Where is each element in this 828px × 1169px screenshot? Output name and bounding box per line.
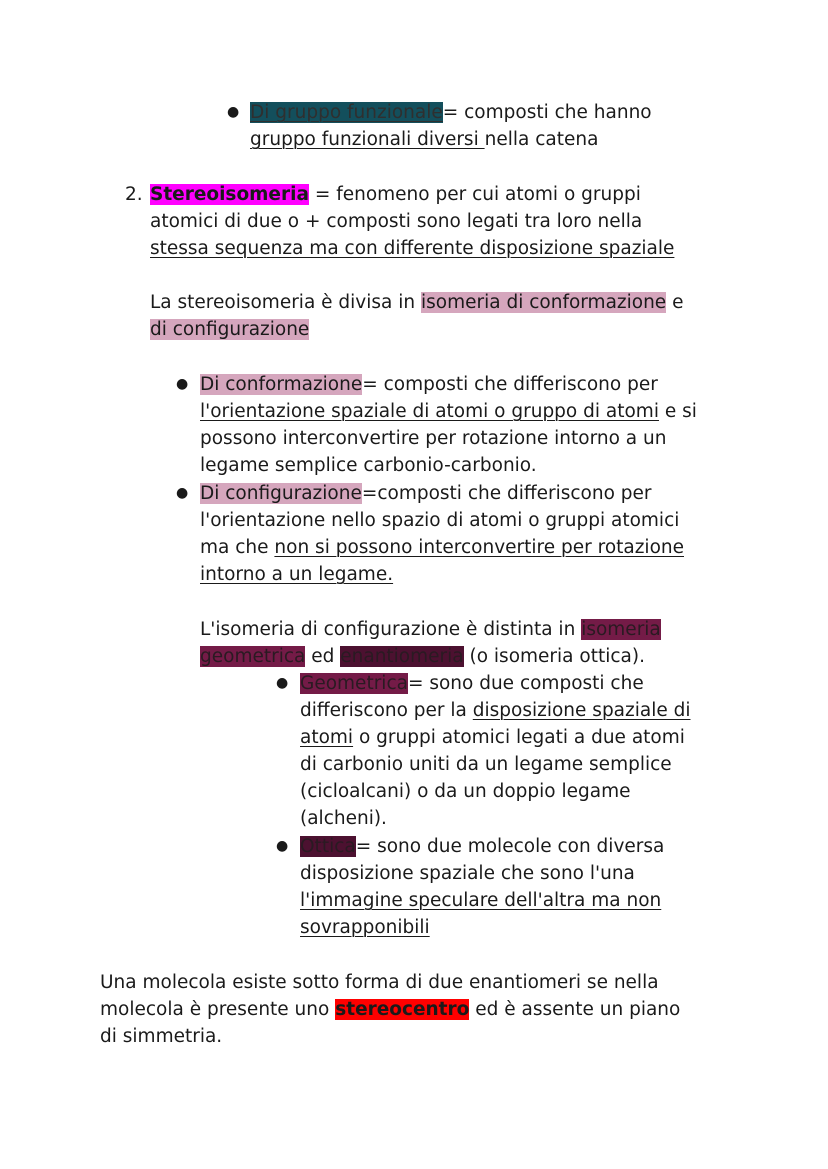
underlined-text: sovrapponibili <box>300 917 430 938</box>
text-span: ma che <box>200 537 275 558</box>
text-line <box>250 126 598 153</box>
highlight-di-configurazione: Di configurazione <box>200 483 362 504</box>
text-span: = fenomeno per cui atomi o gruppi <box>308 184 641 205</box>
text-span: L'isomeria di configurazione è distinta in <box>200 619 582 640</box>
text-line <box>300 724 685 751</box>
text-span: = composti che differiscono per <box>362 374 658 395</box>
highlight-ottica: Ottica <box>300 836 356 857</box>
text-span: = composti che hanno <box>442 102 652 123</box>
highlight-enantiomeria: enantiomeria <box>340 646 464 667</box>
underlined-text: non si possono interconvertire per rotazione <box>274 537 684 558</box>
text-line: (cicloalcani) o da un doppio legame <box>300 781 631 802</box>
text-line <box>200 398 697 425</box>
text-span: ed <box>305 646 341 667</box>
text-span: (o isomeria ottica). <box>463 646 645 667</box>
bullet-icon: ● <box>227 104 240 120</box>
text-line <box>200 643 645 670</box>
highlight-geometrica: geometrica <box>200 646 306 667</box>
highlight-configurazione: di configurazione <box>150 319 310 340</box>
text-line <box>300 670 644 697</box>
highlight-geometrica-bullet: Geometrica <box>300 673 408 694</box>
highlight-stereocentro: stereocentro <box>335 999 470 1020</box>
text-line <box>100 996 680 1023</box>
highlight-conformazione: isomeria di conformazione <box>421 292 667 313</box>
text-span: ed è assente un piano <box>469 999 681 1020</box>
underlined-text: intorno a un legame. <box>200 564 394 585</box>
text-span: nella catena <box>484 129 599 150</box>
text-line: di simmetria. <box>100 1026 223 1047</box>
text-span: differiscono per la <box>300 700 473 721</box>
text-span: e <box>666 292 684 313</box>
text-line <box>200 480 652 507</box>
text-span: La stereoisomeria è divisa in <box>150 292 421 313</box>
underlined-text: stessa sequenza ma con differente disposizione spaziale <box>150 238 675 259</box>
text-line <box>300 914 430 941</box>
underlined-text: l'orientazione spaziale di atomi o gruppo di atomi <box>200 401 659 422</box>
text-line: legame semplice carbonio-carbonio. <box>200 455 537 476</box>
underlined-text: gruppo funzionali diversi <box>250 129 485 150</box>
text-line: (alcheni). <box>300 808 387 829</box>
text-line <box>200 561 393 588</box>
list-number: 2. <box>125 184 143 205</box>
text-line: possono interconvertire per rotazione intorno a un <box>200 428 667 449</box>
text-line <box>300 697 691 724</box>
text-line <box>300 887 661 914</box>
text-line: di carbonio uniti da un legame semplice <box>300 754 672 775</box>
highlight-isomeria: isomeria <box>581 619 661 640</box>
underlined-text: atomi <box>300 727 354 748</box>
bullet-icon: ● <box>276 675 289 691</box>
text-line <box>250 99 652 126</box>
text-line <box>150 289 683 316</box>
underlined-text: l'immagine speculare dell'altra ma non <box>300 890 662 911</box>
text-line <box>200 534 684 561</box>
text-span: molecola è presente uno <box>100 999 336 1020</box>
text-line <box>150 316 309 343</box>
text-span: e si <box>658 401 697 422</box>
bullet-icon: ● <box>276 838 289 854</box>
bullet-icon: ● <box>176 376 189 392</box>
bullet-icon: ● <box>176 485 189 501</box>
highlight-functional-group: Di gruppo funzionale <box>250 102 443 123</box>
text-span: o gruppi atomici legati a due atomi <box>353 727 685 748</box>
text-line <box>200 371 658 398</box>
text-line <box>150 181 641 208</box>
text-span: =composti che differiscono per <box>361 483 652 504</box>
underlined-text: disposizione spaziale di <box>472 700 691 721</box>
text-line <box>200 616 661 643</box>
text-line <box>300 833 664 860</box>
text-line <box>150 235 674 262</box>
text-line: disposizione spaziale che sono l'una <box>300 863 635 884</box>
text-span: = sono due composti che <box>407 673 644 694</box>
text-line: atomici di due o + composti sono legati tra loro nella <box>150 211 643 232</box>
text-line: Una molecola esiste sotto forma di due enantiomeri se nella <box>100 972 659 993</box>
text-span: = sono due molecole con diversa <box>355 836 665 857</box>
highlight-di-conformazione: Di conformazione <box>200 374 363 395</box>
highlight-stereoisomeria: Stereoisomeria <box>150 184 309 205</box>
text-line: l'orientazione nello spazio di atomi o gruppi atomici <box>200 510 680 531</box>
